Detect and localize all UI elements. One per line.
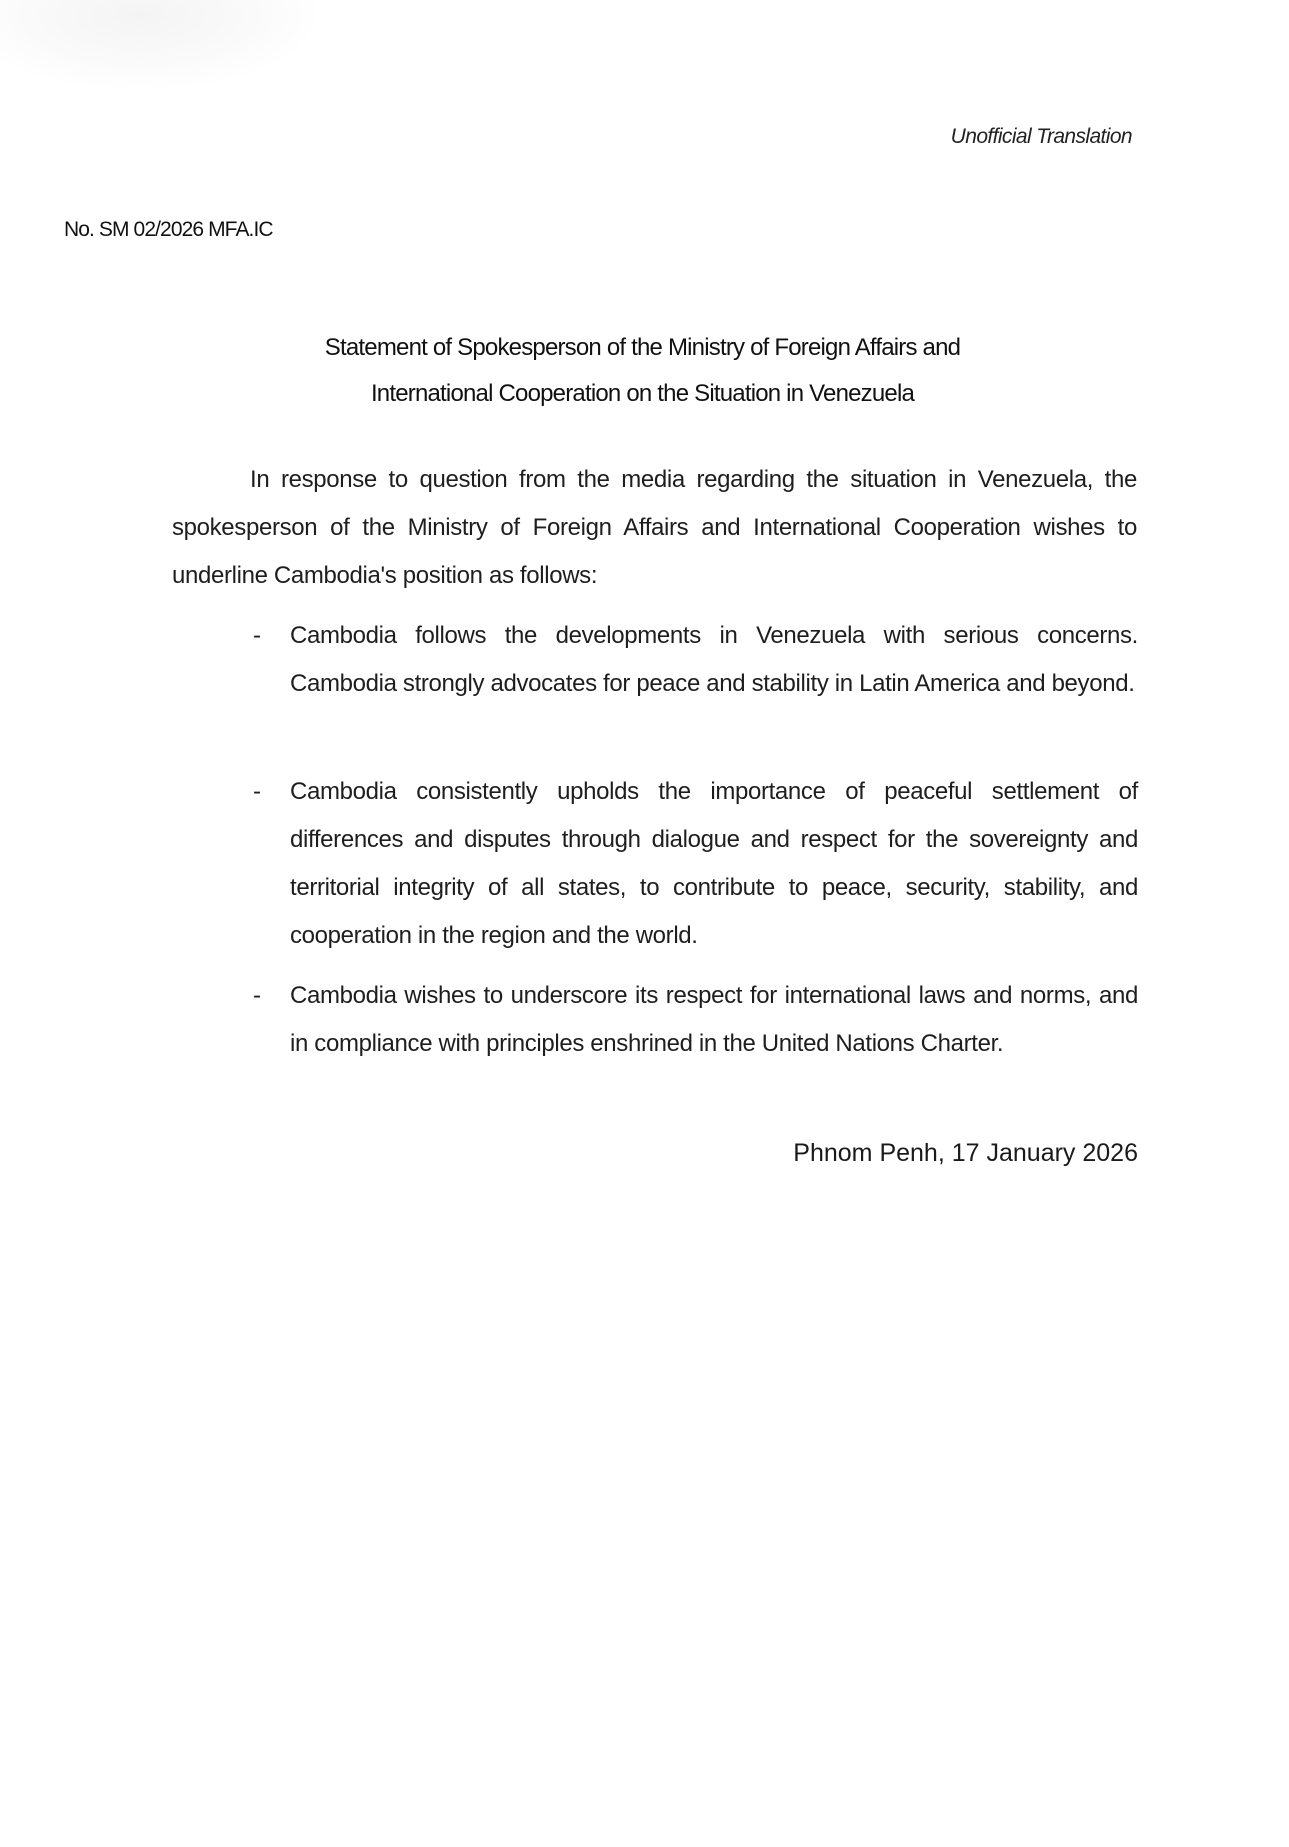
statement-title	[0, 325, 1289, 417]
position-bullet-2	[253, 768, 1138, 960]
bullet-text: Cambodia wishes to underscore its respect for international laws and norms, and in compliance with principles enshrined in the United Nations Charter.	[290, 982, 1138, 1057]
position-bullet-1	[253, 612, 1138, 708]
bullet-dash: -	[253, 982, 261, 1009]
scan-shadow	[0, 0, 320, 90]
unofficial-translation-note: Unofficial Translation	[950, 125, 1132, 148]
bullet-dash: -	[253, 622, 261, 649]
bullet-text: Cambodia follows the developments in Venezuela with serious concerns. Cambodia strongly advocates for peace and stability in Latin America and beyond.	[290, 622, 1138, 697]
bullet-text: Cambodia consistently upholds the importance of peaceful settlement of differences and disputes through dialogue and respect for the sovereignty and territorial integrity of all states, to contribute to peace, security, stability, and cooperation in the region and the world.	[290, 778, 1138, 949]
title-line-1: Statement of Spokesperson of the Ministry of Foreign Affairs and	[324, 334, 961, 361]
bullet-dash: -	[253, 778, 261, 805]
title-line-2: International Cooperation on the Situation in Venezuela	[370, 380, 915, 407]
intro-paragraph: In response to question from the media regarding the situation in Venezuela, the spokesperson of the Ministry of Foreign Affairs and International Cooperation wishes to underline Cambodia's position as follows:	[172, 466, 1137, 589]
reference-number: No. SM 02/2026 MFA.IC	[64, 218, 273, 241]
position-bullet-3	[253, 972, 1138, 1068]
place-and-date: Phnom Penh, 17 January 2026	[793, 1139, 1138, 1167]
